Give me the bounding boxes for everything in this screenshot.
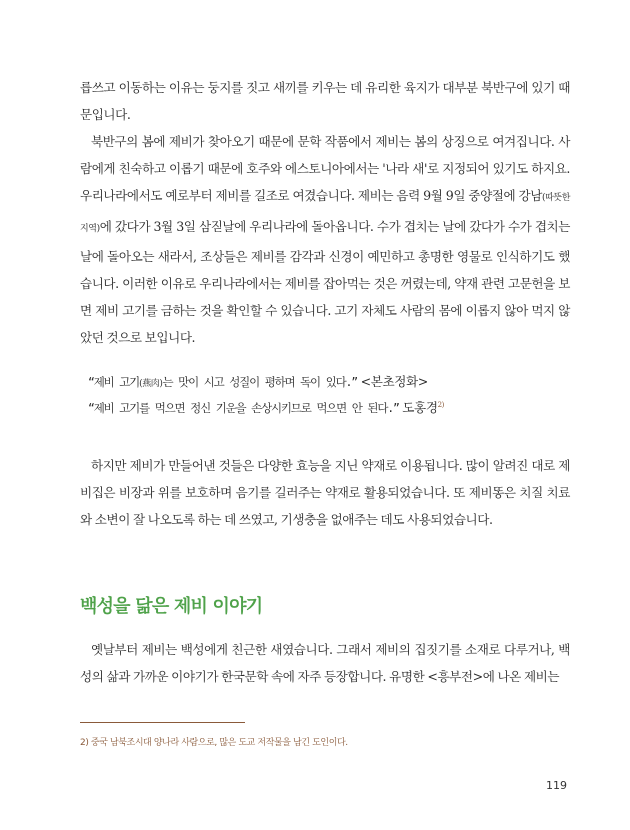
inline-note: (따뜻한 지역) [80,193,570,234]
footnote-reference[interactable]: 2) [437,400,444,409]
footnote-marker: 2) [80,738,89,748]
footnote-text: 중국 남북조시대 양나라 사람으로, 많은 도교 저작물을 남긴 도인이다. [90,738,348,748]
body-paragraph-2 [80,128,570,352]
quote-line-1 [88,372,428,394]
paragraph-text: 북반구의 봄에 제비가 찾아오기 때문에 문학 작품에서 제비는 봄의 상징으로 여겨집니다. 사람에게 친숙하고 이롭기 때문에 호주와 에스토니아에서는 '나라 새'로 지정되어 있기도 하지요. 우리나라에서도 예로부터 제비를 길조로 여겼습니다. 제비는 음력 9월 9일 중양절에 강남 [80,134,570,204]
footnote [80,735,348,748]
quote-line-2 [88,398,444,418]
section-heading: 백성을 닮은 제비 이야기 [80,596,263,617]
footnote-divider [80,722,245,723]
quote-text: 는 맛이 시고 성질이 평하며 독이 있다.” [162,375,357,389]
hanja-note: (燕肉) [139,379,163,389]
body-paragraph-4 [80,636,570,690]
body-paragraph-3 [80,452,570,534]
body-paragraph-1 [80,74,570,128]
page-number: 119 [546,779,567,792]
paragraph-text: 옛날부터 제비는 백성에게 친근한 새였습니다. 그래서 제비의 집짓기를 소재로 다루거나, 백성의 삶과 가까운 이야기가 한국문학 속에 자주 등장합니다. 유명한 <흥부전>에 나온 제비는 [80,642,570,685]
quote-source: <본초정화> [360,374,428,389]
paragraph-text: 하지만 제비가 만들어낸 것들은 다양한 효능을 지닌 약재로 이용됩니다. 많이 알려진 대로 제비집은 비장과 위를 보호하며 음기를 길러주는 약재로 활용되었습니다. 또 제비똥은 치질 치료와 소변이 잘 나오도록 하는 데 쓰였고, 기생충을 없애주는 데도 사용되었습니다. [80,458,570,528]
quote-text: “제비 고기 [88,375,140,389]
paragraph-text: 릅쓰고 이동하는 이유는 둥지를 짓고 새끼를 키우는 데 유리한 육지가 대부분 북반구에 있기 때문입니다. [80,80,570,123]
quote-source: 도홍경 [402,400,438,415]
paragraph-text: 에 갔다가 3월 3일 삼짇날에 우리나라에 돌아옵니다. 수가 겹치는 날에 갔다가 수가 겹치는 날에 돌아오는 새라서, 조상들은 제비를 감각과 신경이 예민하고 총명한 영물로 인식하기도 했습니다. 이러한 이유로 우리나라에서는 제비를 잡아먹는 것은 꺼렸는데, 약재 관련 고문헌을 보면 제비 고기를 금하는 것을 확인할 수 있습니다. 고기 자체도 사람의 몸에 이롭지 않아 먹지 않았던 것으로 보입니다. [80,218,570,346]
quote-text: “제비 고기를 먹으면 정신 기운을 손상시키므로 먹으면 안 된다.” [88,401,399,415]
